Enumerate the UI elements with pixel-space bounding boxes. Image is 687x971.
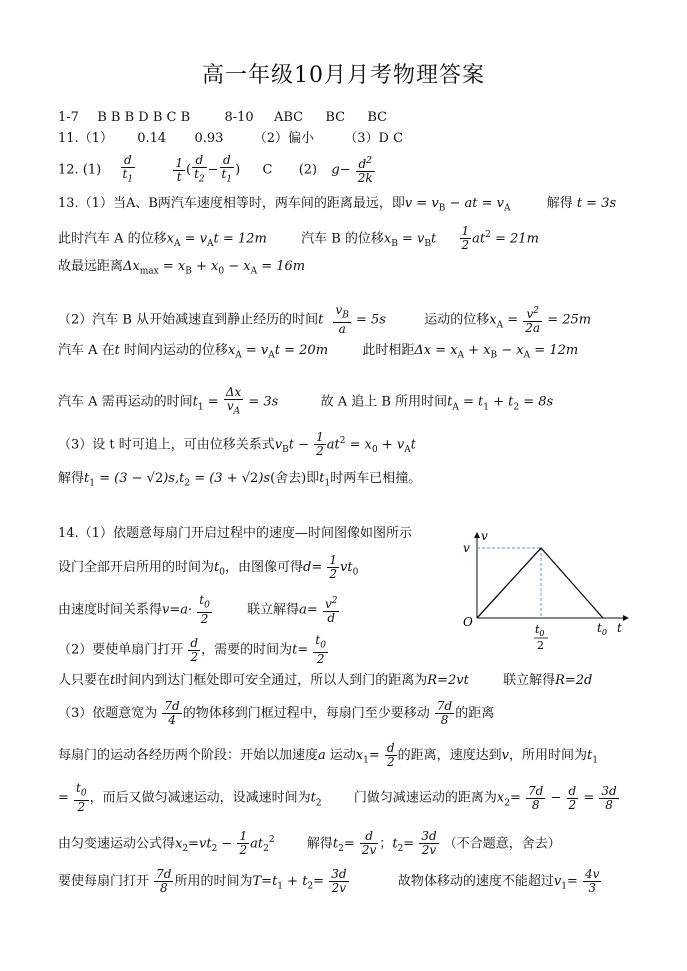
- answer-8: ABC: [273, 110, 304, 125]
- q13-line-3: 故最远距离$\Delta x_{max} = x_B + x_0 - x_A = 16m$: [58, 259, 306, 277]
- page-title: 高一年级10月月考物理答案: [202, 63, 485, 88]
- q14-frac-7d-8c: $\frac{7d}{8}$: [156, 867, 172, 895]
- q11-part-3: （3）D C: [344, 131, 404, 146]
- q13-frac-vB-a: $\frac{v_B}{a}$: [335, 303, 349, 337]
- q14-line-1: 14.（1）依题意每扇门开启过程中的速度—时间图像如图所示: [58, 526, 412, 541]
- q14-line-6: （3）依题意宽为 $\frac{7d}{4}$ 的物体移到门框过程中，每扇门至少要移动 $\frac{7d}{8}$ 的距离: [58, 699, 495, 727]
- answer-9: BC: [325, 110, 346, 125]
- v-axis-arrow: [474, 532, 480, 538]
- t-axis-label: t: [617, 621, 622, 635]
- t0-half-num: $t_0$: [535, 623, 545, 638]
- q14-frac-3d-8: $\frac{3d}{8}$: [601, 783, 617, 812]
- q13-frac-half-2: $\frac{1}{2}$: [316, 430, 324, 459]
- q14-line-8: = $\frac{t_0}{2}$ ，而后又做匀减速运动，设减速时间为$t_2$ 门做匀减速运动的距离为$x_2=$ $\frac{7d}{8}$ − $\frac{d}{2}$ = $\frac{3d}{8}$: [58, 781, 617, 815]
- q11-number: 11.（1）: [58, 131, 113, 146]
- q14-frac-d-2c: $\frac{d}{2}$: [568, 783, 577, 812]
- q12-choice: C: [262, 162, 273, 178]
- q14-line-9: 由匀变速运动公式得$x_2=vt_2$ − $\frac{1}{2}$ $at_2^2$ 解得$t_2=$ $\frac{d}{2v}$ ；$t_2=$ $\frac{3d}{2v}$ （不合题意，舍去）: [58, 829, 561, 858]
- q14-line-10: 要使每扇门打开 $\frac{7d}{8}$ 所用的时间为$T=t_1 + t_2=$ $\frac{3d}{2v}$ 故物体移动的速度不能超过$v_1=$ $\frac{4v}{3}$: [58, 867, 600, 895]
- answers-1-7: B B B D B C B: [97, 110, 191, 125]
- q13-line-4: （2）汽车 B 从开始减速直到静止经历的时间t $\frac{v_B}{a}$ = 5s 运动的位移$x_A$ = $\frac{v^2}{2a}$ = 25m: [58, 303, 592, 337]
- q13-frac-dx-vA: $\frac{\Delta x}{v_A}$: [225, 385, 242, 417]
- q13-line-5: 汽车 A 在t 时间内运动的位移$x_A = v_At = 20m$ 此时相距$\Delta x = x_A + x_B - x_A = 12m$: [58, 343, 579, 361]
- q14-frac-3d-2v: $\frac{3d}{2v}$: [421, 829, 437, 858]
- q13-frac-half: $\frac{1}{2}$: [461, 224, 470, 253]
- q13-line-8: 解得$t_1 = (3 - √2)s,t_2 = (3 + √2)s$(舍去)即$t_1$时两车已相撞。: [58, 471, 422, 489]
- q14-frac-4v-3: $\frac{4v}{3}$: [584, 867, 600, 895]
- q14-frac-t0-2: $\frac{t_0}{2}$: [199, 593, 210, 627]
- q14-frac-7d-8: $\frac{7d}{8}$: [436, 699, 453, 727]
- q12: 12. (1) $\frac{d}{t_1}$ $\frac{1}{t}$ ( $\frac{d}{t_2}$ − $\frac{d}{t_1}$ ) C (2) g− $\frac{d^2}{2k}$: [58, 153, 373, 186]
- q11-part-2: （2）偏小: [253, 131, 314, 146]
- origin-label: O: [463, 615, 473, 629]
- q14-frac-d-2: $\frac{d}{2}$: [190, 635, 199, 664]
- q14-line-5: 人只要在t时间内到达门框处即可安全通过，所以人到门的距离为R=2vt 联立解得R=2d: [58, 673, 593, 688]
- q12-frac-d-t2: $\frac{d}{t_2}$: [194, 153, 205, 185]
- q14-frac-d-2v: $\frac{d}{2v}$: [361, 829, 377, 858]
- answer-10: BC: [367, 110, 388, 125]
- range-8-10: 8-10: [224, 110, 254, 125]
- q14-frac-d-2b: $\frac{d}{2}$: [386, 741, 395, 769]
- range-1-7: 1-7: [58, 110, 79, 125]
- q11-value-2: 0.93: [194, 131, 224, 146]
- velocity-time-graph: [455, 528, 635, 658]
- q13-line-7: （3）设 t 时可追上，可由位移关系式$v_Bt$ − $\frac{1}{2}$ $at^2 = x_0 + v_At$: [58, 430, 416, 459]
- q11-value-1: 0.14: [137, 131, 167, 146]
- q14-frac-half: $\frac{1}{2}$: [329, 553, 338, 581]
- q12-number: 12. (1): [58, 162, 102, 178]
- q14-frac-3d-2v-b: $\frac{3d}{2v}$: [331, 867, 347, 895]
- q14-frac-v2-d: $\frac{v^2}{d}$: [324, 596, 338, 626]
- q14-line-7: 每扇门的运动各经历两个阶段：开始以加速度a 运动$x_1=$ $\frac{d}{2}$ 的距离，速度达到v，所用时间为$t_1$: [58, 741, 598, 769]
- v-axis-label: v: [481, 529, 488, 543]
- t0-half-den: 2: [537, 639, 544, 652]
- q12-frac-d-t1: $\frac{d}{t_1}$: [122, 153, 134, 185]
- q12-frac-d-t1b: $\frac{d}{t_1}$: [221, 153, 233, 185]
- velocity-line: [477, 548, 603, 618]
- q14-frac-t0-2b: $\frac{t_0}{2}$: [315, 633, 326, 667]
- q14-frac-7d-8b: $\frac{7d}{8}$: [528, 783, 544, 812]
- q12-frac-1-t: $\frac{1}{t}$: [175, 155, 183, 184]
- t0-label: $t_0$: [597, 621, 607, 637]
- q13-line-6: 汽车 A 需再运动的时间$t_1$ = $\frac{\Delta x}{v_A}$ = 3s 故 A 追上 B 所用时间$t_A = t_1 + t_2 = 8s$: [58, 385, 554, 417]
- q11: [58, 131, 403, 147]
- t-axis-arrow: [623, 615, 629, 621]
- q14-frac-7d-4: $\frac{7d}{4}$: [164, 699, 180, 727]
- q13-line-2: 此时汽车 A 的位移$x_A = v_At = 12m$ 汽车 B 的位移$x_B = v_Bt$ $\frac{1}{2}$ $at^2 = 21m$: [58, 224, 539, 253]
- q14-line-4: （2）要使单扇门打开 $\frac{d}{2}$ ，需要的时间为t= $\frac{t_0}{2}$: [58, 633, 326, 667]
- q12-frac-d2-2k: $\frac{d^2}{2k}$: [357, 156, 373, 186]
- q14-frac-half-2: $\frac{1}{2}$: [239, 829, 248, 858]
- q13-line-1: 13.（1）当A、B两汽车速度相等时，两车间的距离最远，即$v = v_B$ − at = $v_A$ 解得 t = 3s: [58, 196, 617, 214]
- q14-line-2: 设门全部开启所用的时间为$t_0$，由图像可得d= $\frac{1}{2}$ $vt_0$: [58, 553, 359, 581]
- choice-answers: [58, 110, 387, 126]
- v-peak-label: v: [463, 541, 470, 555]
- q14-line-3: 由速度时间关系得v=a· $\frac{t_0}{2}$ 联立解得a= $\frac{v^2}{d}$: [58, 593, 338, 627]
- q12-part-2: (2): [298, 162, 318, 178]
- q13-frac-v2-2a: $\frac{v^2}{2a}$: [525, 306, 541, 336]
- q14-frac-t0-2c: $\frac{t_0}{2}$: [76, 781, 87, 815]
